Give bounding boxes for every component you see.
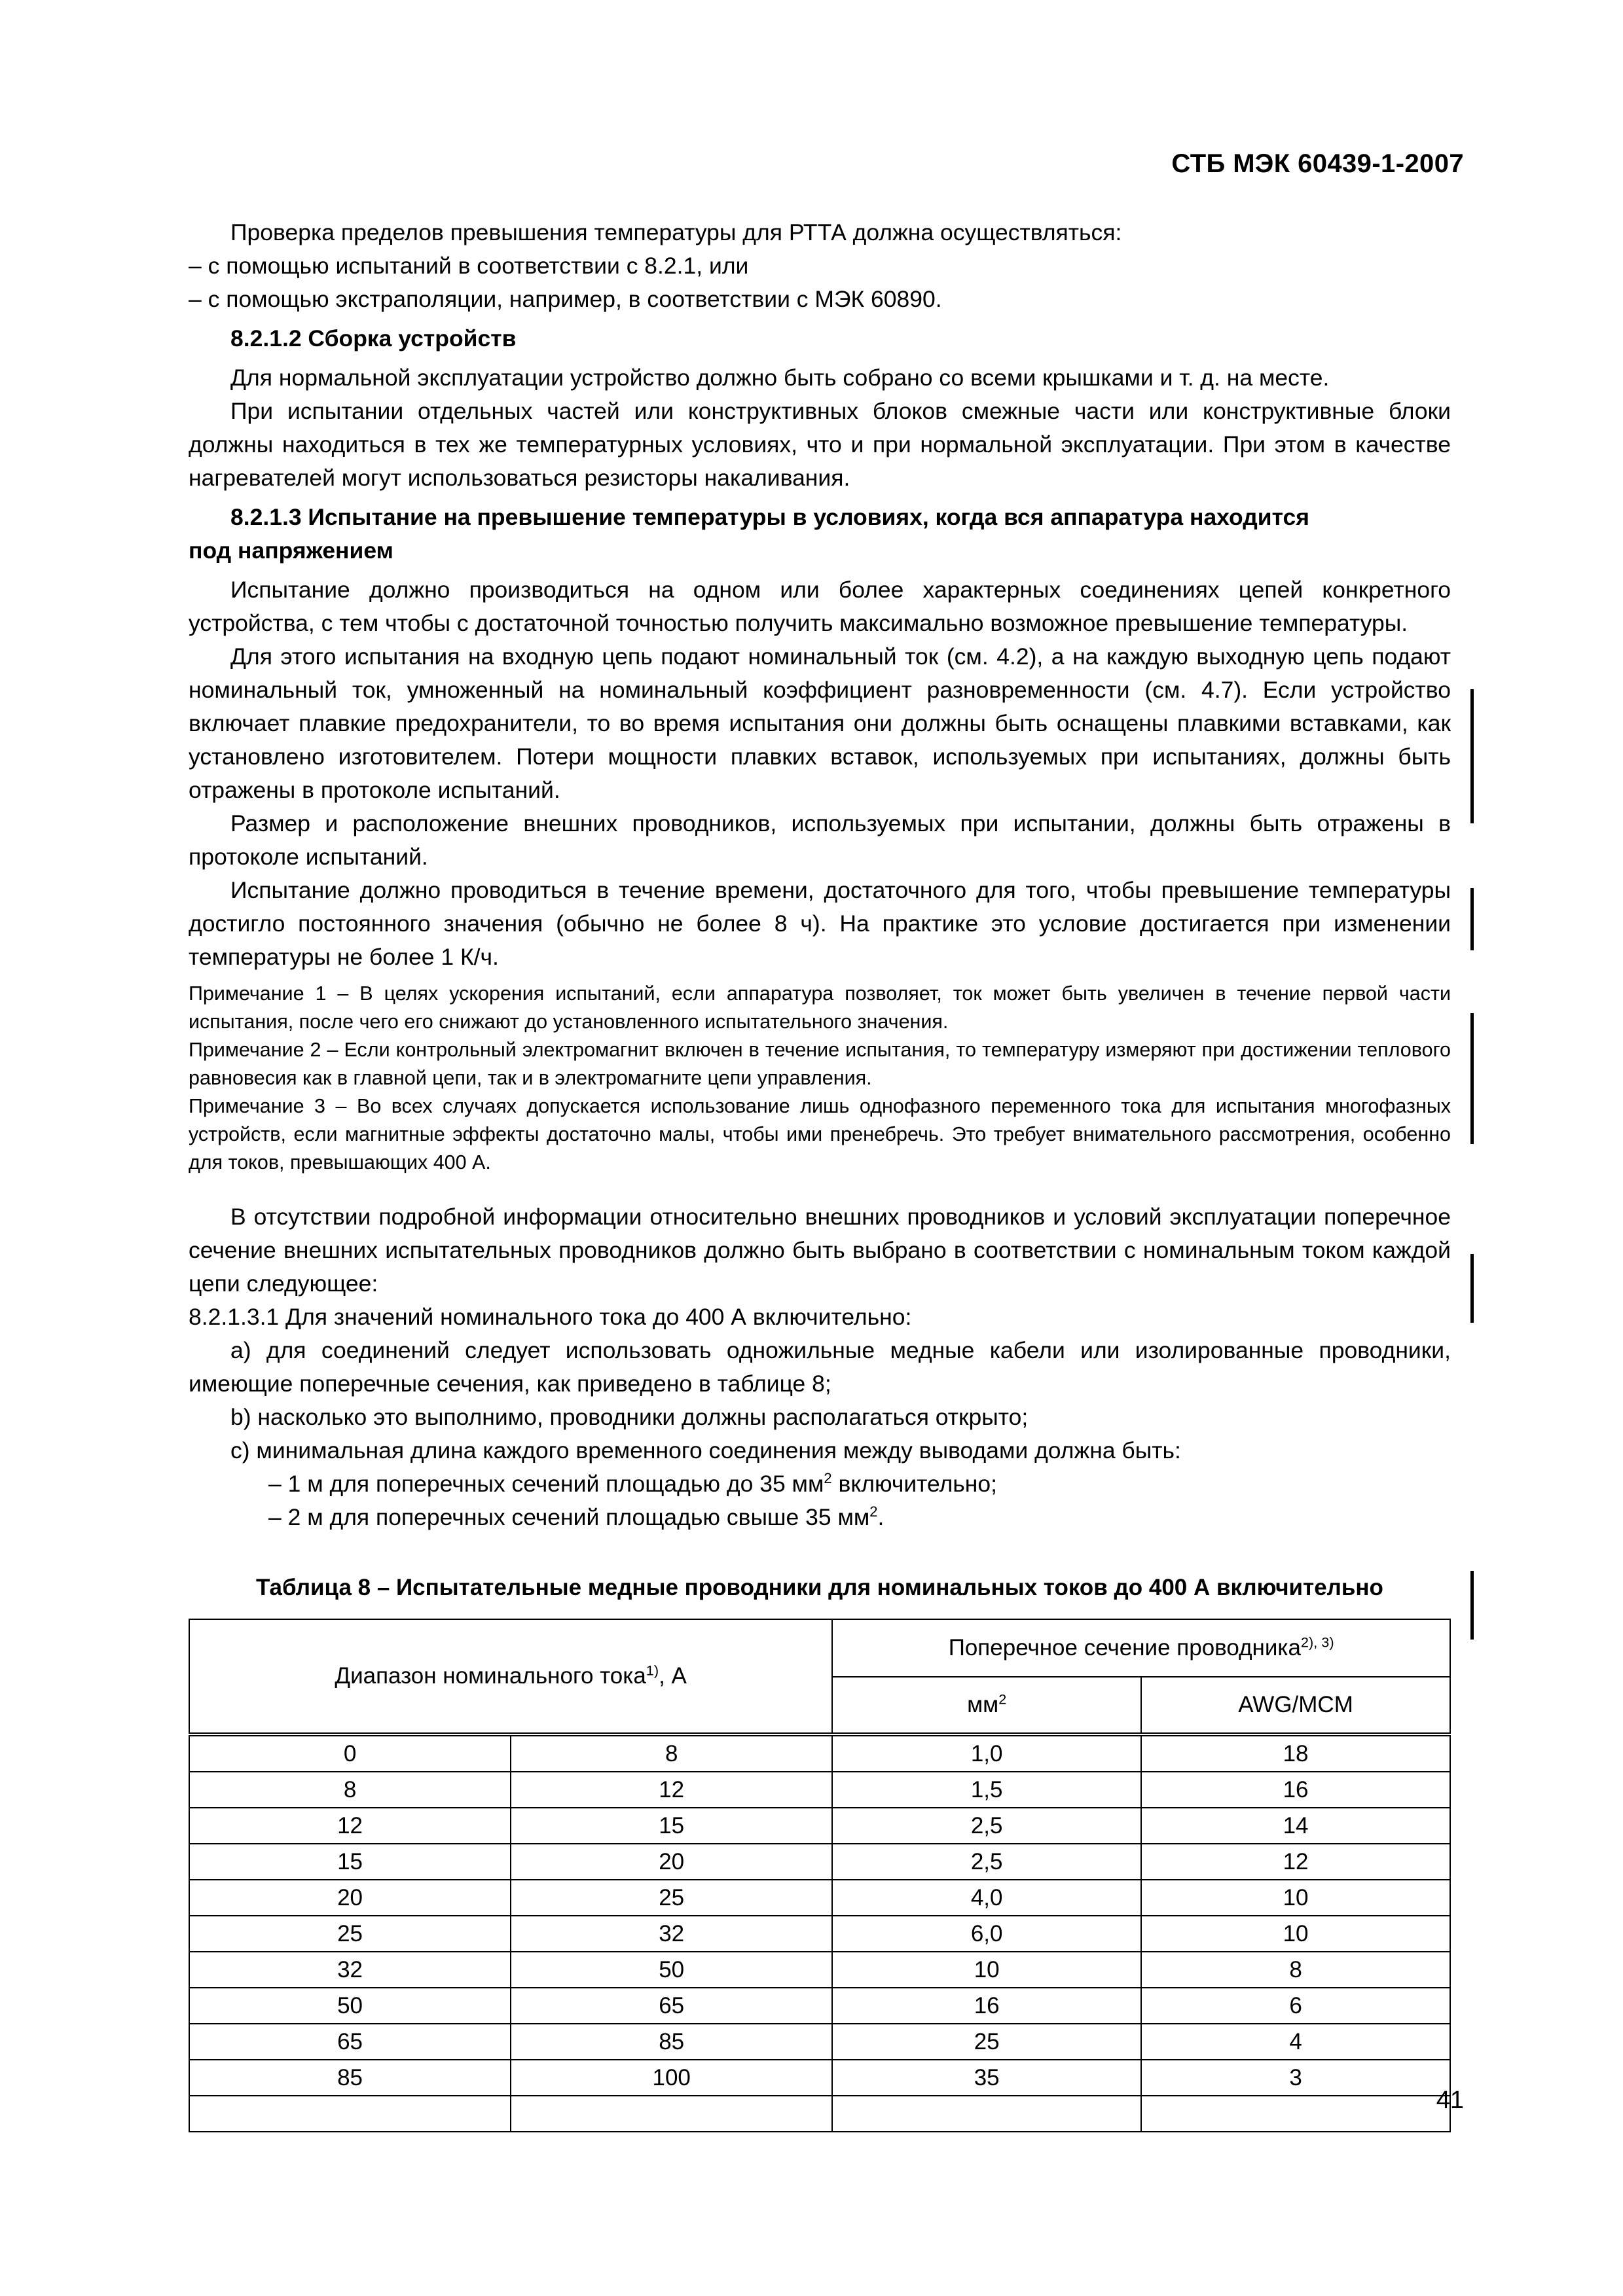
table-cell-awg: 6 — [1141, 1988, 1450, 2024]
table-row — [189, 1844, 1450, 1880]
table-cell-to: 8 — [511, 1734, 832, 1772]
table-cell-from: 15 — [189, 1844, 511, 1880]
dash2-text-post: . — [877, 1504, 884, 1530]
table-cell-mm2: 2,5 — [832, 1844, 1141, 1880]
revision-change-bar — [1470, 689, 1474, 823]
table-cell-from: 8 — [189, 1772, 511, 1808]
table-cell-mm2: 4,0 — [832, 1880, 1141, 1916]
heading-8-2-1-3-line1: 8.2.1.3 Испытание на превышение температуры в условиях, когда вся аппаратура находится — [230, 504, 1309, 530]
list-item-dash-tests: – с помощью испытаний в соответствии с 8.2.1, или — [189, 253, 749, 279]
table-row — [189, 1734, 1450, 1772]
table-cell-to: 65 — [511, 1988, 832, 2024]
table-row — [189, 1772, 1450, 1808]
table-cell-awg: 3 — [1141, 2060, 1450, 2096]
section-label-pre: Поперечное сечение проводника — [948, 1635, 1301, 1660]
table-cell-awg: 10 — [1141, 1880, 1450, 1916]
table-cell-from: 50 — [189, 1988, 511, 2024]
heading-8-2-1-3-line2: под напряжением — [189, 537, 393, 564]
table-cell-to: 15 — [511, 1808, 832, 1844]
list-item-a-single-core-cables: a) для соединений следует использовать одножильные медные кабели или изолированные проводники, имеющие поперечные сечения, как приведено в таблице 8; — [189, 1337, 1451, 1397]
revision-change-bar — [1470, 1571, 1474, 1640]
paragraph-temperature-limits-check: Проверка пределов превышения температуры для РТТА должна осуществляться: — [230, 219, 1122, 245]
list-item-c-dash-1m — [189, 1467, 1451, 1501]
list-item-b-open-arrangement: b) насколько это выполнимо, проводники должны располагаться открыто; — [230, 1404, 1029, 1430]
dash2-superscript: 2 — [869, 1503, 878, 1520]
table-cell-mm2: 16 — [832, 1988, 1141, 2024]
table-row — [189, 1880, 1450, 1916]
table-row — [189, 1808, 1450, 1844]
table-cell-mm2: 1,5 — [832, 1772, 1141, 1808]
table-cell-awg: 14 — [1141, 1808, 1450, 1844]
table-cell-from: 65 — [189, 2024, 511, 2060]
table-row — [189, 1988, 1450, 2024]
table-cell-to: 100 — [511, 2060, 832, 2096]
paragraph-rated-current-input-output: Для этого испытания на входную цепь подают номинальный ток (см. 4.2), а на каждую выходную цепь подают номинальный ток, умноженный на номинальный коэффициент разновременности (см. 4.7). Если устройство включает плавкие предохранители, то во время испытания они должны быть оснащены плавкими вставками, как установлено изготовителем. Потери мощности плавких вставок, используемых при испытаниях, должны быть отражены в протоколе испытаний. — [189, 643, 1451, 803]
table-cell-mm2: 6,0 — [832, 1916, 1141, 1952]
table-cell-from: 32 — [189, 1952, 511, 1988]
dash1-superscript: 2 — [824, 1470, 832, 1487]
table-cell-mm2: 2,5 — [832, 1808, 1141, 1844]
table-row — [189, 2060, 1450, 2096]
table-cell-to: 85 — [511, 2024, 832, 2060]
table-cell-awg: 18 — [1141, 1734, 1450, 1772]
table-cell-from: 0 — [189, 1734, 511, 1772]
table-cell-mm2: 25 — [832, 2024, 1141, 2060]
table-8-test-copper-conductors — [189, 1619, 1451, 2132]
table-cell-to: 50 — [511, 1952, 832, 1988]
table-cell-from: 12 — [189, 1808, 511, 1844]
range-label-pre: Диапазон номинального тока — [335, 1663, 646, 1689]
dash1-text-pre: – 1 м для поперечных сечений площадью до 35 мм — [268, 1471, 824, 1497]
table-cell-mm2: 1,0 — [832, 1734, 1141, 1772]
unit-mm-pre: мм — [967, 1692, 999, 1717]
revision-change-bar — [1470, 1013, 1474, 1144]
table-cell-awg — [1141, 2096, 1450, 2132]
range-label-post: , А — [659, 1663, 687, 1689]
column-header-awg-mcm: AWG/MCM — [1141, 1677, 1450, 1734]
unit-mm-superscript: 2 — [998, 1691, 1007, 1708]
table-cell-mm2 — [832, 2096, 1141, 2132]
standard-header-title: СТБ МЭК 60439-1-2007 — [1171, 149, 1464, 178]
table-cell-from — [189, 2096, 511, 2132]
paragraph-test-duration: Испытание должно проводиться в течение времени, достаточного для того, чтобы превышение температуры достигло постоянного значения (обычно не более 8 ч). На практике это условие достигается при изменении температуры не более 1 К/ч. — [189, 877, 1451, 970]
section-label-footnotes-2-3: 2), 3) — [1300, 1634, 1334, 1651]
table-cell-to: 32 — [511, 1916, 832, 1952]
paragraph-normal-operation-assembly: Для нормальной эксплуатации устройство должно быть собрано со всеми крышками и т. д. на месте. — [230, 365, 1330, 391]
table-cell-awg: 4 — [1141, 2024, 1450, 2060]
table-row — [189, 1916, 1450, 1952]
heading-8-2-1-3-1: 8.2.1.3.1 Для значений номинального тока до 400 А включительно: — [189, 1304, 912, 1330]
note-1: Примечание 1 – В целях ускорения испытаний, если аппаратура позволяет, ток может быть увеличен в течение первой части испытания, после чего его снижают до установленного испытательного значения. — [189, 982, 1451, 1033]
table-8-header — [189, 1619, 1450, 1734]
table-cell-awg: 10 — [1141, 1916, 1450, 1952]
revision-change-bar — [1470, 1254, 1474, 1323]
paragraph-test-characteristic-connections: Испытание должно производиться на одном или более характерных соединениях цепей конкретного устройства, с тем чтобы с достаточной точностью получить максимально возможное превышение температуры. — [189, 577, 1451, 636]
list-item-dash-extrapolation: – с помощью экстраполяции, например, в соответствии с МЭК 60890. — [189, 286, 942, 312]
table-cell-to: 25 — [511, 1880, 832, 1916]
note-2: Примечание 2 – Если контрольный электромагнит включен в течение испытания, то температуру измеряют при достижении теплового равновесия как в главной цепи, так и в электромагните цепи управления. — [189, 1039, 1451, 1089]
table-cell-awg: 8 — [1141, 1952, 1450, 1988]
table-cell-awg: 12 — [1141, 1844, 1450, 1880]
column-header-mm2 — [832, 1677, 1141, 1734]
table-cell-awg: 16 — [1141, 1772, 1450, 1808]
table-row — [189, 2024, 1450, 2060]
table-cell-mm2: 10 — [832, 1952, 1141, 1988]
list-item-c-minimum-length: c) минимальная длина каждого временного соединения между выводами должна быть: — [230, 1437, 1181, 1463]
range-label-footnote-1: 1) — [646, 1662, 659, 1679]
dash2-text-pre: – 2 м для поперечных сечений площадью свыше 35 мм — [268, 1504, 870, 1530]
list-item-c-dash-2m — [189, 1501, 1451, 1534]
table-cell-to: 12 — [511, 1772, 832, 1808]
table-row — [189, 1952, 1450, 1988]
table-cell-mm2: 35 — [832, 2060, 1141, 2096]
page-content — [189, 216, 1451, 2132]
revision-change-bar — [1470, 888, 1474, 950]
table-cell-from: 85 — [189, 2060, 511, 2096]
table-cell-from: 25 — [189, 1916, 511, 1952]
heading-8-2-1-2: 8.2.1.2 Сборка устройств — [230, 325, 517, 351]
note-3: Примечание 3 – Во всех случаях допускается использование лишь однофазного переменного тока для испытания многофазных устройств, если магнитные эффекты достаточно малы, чтобы ими пренебречь. Это требует внимательного рассмотрения, особенно для токов, превышающих 400 А. — [189, 1095, 1451, 1174]
table-row — [189, 2096, 1450, 2132]
table-cell-to — [511, 2096, 832, 2132]
table-cell-to: 20 — [511, 1844, 832, 1880]
column-header-conductor-cross-section — [832, 1619, 1450, 1677]
dash1-text-post: включительно; — [831, 1471, 998, 1497]
column-header-rated-current-range — [189, 1619, 832, 1734]
table-cell-from: 20 — [189, 1880, 511, 1916]
table-8-body — [189, 1734, 1450, 2132]
table-8-caption: Таблица 8 – Испытательные медные проводники для номинальных токов до 400 А включительно — [256, 1575, 1383, 1600]
page-number: 41 — [1436, 2087, 1464, 2114]
paragraph-testing-separate-parts: При испытании отдельных частей или конструктивных блоков смежные части или конструктивные блоки должны находиться в тех же температурных условиях, что и при нормальной эксплуатации. При этом в качестве нагревателей могут использоваться резисторы накаливания. — [189, 398, 1451, 491]
paragraph-external-conductors-size: Размер и расположение внешних проводников, используемых при испытании, должны быть отражены в протоколе испытаний. — [189, 810, 1451, 870]
paragraph-conductor-cross-section-selection: В отсутствии подробной информации относительно внешних проводников и условий эксплуатации поперечное сечение внешних испытательных проводников должно быть выбрано в соответствии с номинальным током каждой цепи следующее: — [189, 1204, 1451, 1297]
